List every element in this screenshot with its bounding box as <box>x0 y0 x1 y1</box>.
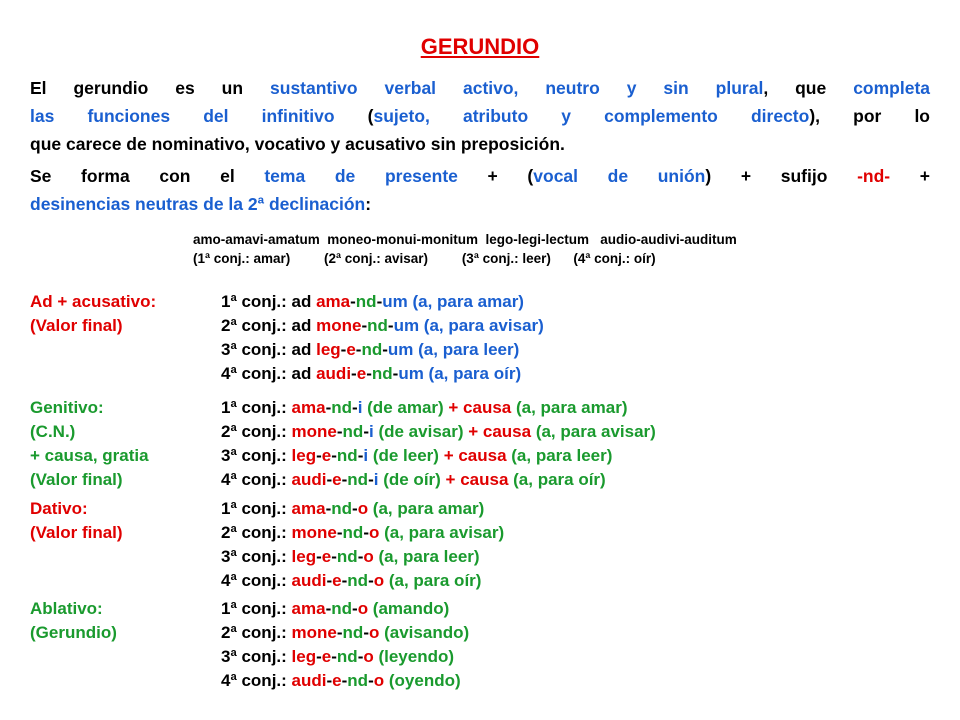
text-run: 1ª conj.: <box>221 398 292 417</box>
text-run: desinencias neutras de la 2ª declinación <box>30 194 366 214</box>
text-run: - <box>326 470 333 489</box>
text-run: las funciones del infinitivo <box>30 106 335 126</box>
text-run: (de leer) <box>368 446 444 465</box>
conjugation-form <box>221 362 521 386</box>
text-run: o <box>369 623 380 642</box>
text-run: (a, para amar) <box>407 292 524 311</box>
text-run: - <box>341 571 348 590</box>
text-run: + <box>890 166 930 186</box>
text-run: ama <box>291 499 326 518</box>
intro-line-1 <box>30 74 930 102</box>
text-run: i <box>363 446 369 465</box>
text-run: audi <box>316 364 352 383</box>
text-run: - <box>355 340 362 359</box>
text-run: ama <box>291 398 326 417</box>
text-run: - <box>357 647 364 666</box>
text-run: tema de presente <box>264 166 458 186</box>
text-run: - <box>325 599 332 618</box>
text-run: (a, para oír) <box>423 364 522 383</box>
text-run: sustantivo verbal activo, neutro y sin plural <box>270 78 764 98</box>
case-label: (C.N.) <box>30 422 76 441</box>
text-run: - <box>366 364 372 383</box>
text-run: - <box>341 671 348 690</box>
text-run: 4ª conj.: <box>221 671 292 690</box>
text-run: o <box>363 547 374 566</box>
text-run: o <box>357 599 369 618</box>
text-run: que carece de nominativo, vocativo y acusativo sin preposición. <box>30 134 565 154</box>
text-run: - <box>331 647 337 666</box>
text-run: o <box>357 499 369 518</box>
text-run: e <box>321 446 332 465</box>
text-run: Se forma con el <box>30 166 265 186</box>
formation-line-2 <box>30 190 930 218</box>
text-run: nd <box>371 364 393 383</box>
intro-line-2 <box>30 102 930 130</box>
text-run: - <box>350 292 356 311</box>
conjugation-form <box>221 669 461 693</box>
text-run: (a, para leer) <box>506 446 613 465</box>
text-run: - <box>352 398 358 417</box>
text-run: - <box>368 470 374 489</box>
text-run: leg <box>316 340 341 359</box>
text-run: - <box>363 523 369 542</box>
text-run: nd <box>331 499 353 518</box>
text-run: e <box>332 671 342 690</box>
case-label: (Gerundio) <box>30 623 117 642</box>
text-run: (de avisar) <box>373 422 469 441</box>
text-run: sujeto, atributo y complemento directo <box>373 106 810 126</box>
text-run: 2ª conj.: ad <box>221 316 317 335</box>
case-label: (Valor final) <box>30 523 123 542</box>
text-run: e <box>321 647 332 666</box>
case-label: Ablativo: <box>30 599 103 618</box>
case-label: Ad + acusativo: <box>30 292 157 311</box>
text-run: audi <box>291 571 327 590</box>
text-run: nd <box>331 599 353 618</box>
text-run: i <box>369 422 374 441</box>
conjugation-form <box>221 396 628 420</box>
text-run: nd <box>347 671 369 690</box>
text-run: mone <box>291 422 337 441</box>
text-run: (de amar) <box>362 398 449 417</box>
conjugation-form <box>221 314 544 338</box>
text-run: - <box>340 340 347 359</box>
text-run: (a, para oír) <box>508 470 606 489</box>
text-run: - <box>392 364 399 383</box>
text-run: 1ª conj.: <box>221 599 292 618</box>
text-run: nd <box>347 571 369 590</box>
text-run: nd <box>367 316 388 335</box>
case-label: + causa, gratia <box>30 446 149 465</box>
text-run: ama <box>291 599 326 618</box>
text-run: leg <box>291 446 317 465</box>
text-run: nd <box>361 340 383 359</box>
text-run: - <box>363 623 369 642</box>
conjugation-form <box>221 497 484 521</box>
conjugation-form <box>221 545 480 569</box>
text-run: 3ª conj.: <box>221 547 292 566</box>
text-run: e <box>356 364 367 383</box>
conjugation-form <box>221 569 481 593</box>
text-run: um <box>387 340 414 359</box>
text-run: e <box>332 470 342 489</box>
text-run: i <box>357 398 363 417</box>
conjugation-form <box>221 597 449 621</box>
text-run: i <box>373 470 379 489</box>
conjugation-form <box>221 621 469 645</box>
text-run: (a, para oír) <box>384 571 482 590</box>
text-run: nd <box>336 547 358 566</box>
text-run: 2ª conj.: <box>221 623 292 642</box>
text-run: (a, para avisar) <box>379 523 505 542</box>
text-run: mone <box>316 316 362 335</box>
text-run: - <box>316 647 322 666</box>
text-run: - <box>326 671 333 690</box>
text-run: e <box>321 547 332 566</box>
text-run: - <box>368 671 374 690</box>
text-run: - <box>368 571 374 590</box>
text-run: nd <box>347 470 369 489</box>
text-run: (a, para leer) <box>373 547 480 566</box>
text-run: (a, para avisar) <box>531 422 656 441</box>
text-run: audi <box>291 671 327 690</box>
text-run: 3ª conj.: ad <box>221 340 317 359</box>
text-run: (a, para leer) <box>413 340 520 359</box>
conjugation-form <box>221 444 612 468</box>
text-run: (leyendo) <box>373 647 455 666</box>
text-run: : <box>365 194 372 214</box>
text-run: ) + sufijo <box>705 166 858 186</box>
intro-paragraph <box>30 74 930 158</box>
text-run: - <box>336 422 343 441</box>
text-run: completa <box>853 78 931 98</box>
text-run: - <box>363 422 369 441</box>
text-run: + ( <box>457 166 534 186</box>
text-run: - <box>316 547 322 566</box>
text-run: , que <box>763 78 854 98</box>
text-run: - <box>331 547 337 566</box>
text-run: vocal de unión <box>533 166 706 186</box>
text-run: - <box>361 316 368 335</box>
formation-paragraph <box>30 162 930 218</box>
text-run: - <box>316 446 322 465</box>
text-run: (a, para amar) <box>368 499 485 518</box>
text-run: -nd- <box>857 166 891 186</box>
text-run: - <box>336 623 343 642</box>
text-run: nd <box>342 523 364 542</box>
text-run: um <box>393 316 420 335</box>
text-run: - <box>325 499 332 518</box>
case-label: Dativo: <box>30 499 88 518</box>
text-run: nd <box>355 292 377 311</box>
case-label: Genitivo: <box>30 398 104 417</box>
text-run: (a, para avisar) <box>419 316 544 335</box>
text-run: + causa <box>443 446 507 465</box>
text-run: - <box>376 292 383 311</box>
text-run: 1ª conj.: <box>221 499 292 518</box>
text-run: ), por lo <box>809 106 930 126</box>
text-run: nd <box>342 422 364 441</box>
text-run: - <box>382 340 388 359</box>
text-run: 1ª conj.: ad <box>221 292 317 311</box>
text-run: - <box>357 547 364 566</box>
text-run: ( <box>334 106 374 126</box>
text-run: El gerundio es un <box>30 78 271 98</box>
page-title: GERUNDIO <box>420 34 540 59</box>
text-run: o <box>369 523 380 542</box>
text-run: - <box>352 499 358 518</box>
text-run: - <box>352 599 358 618</box>
text-run: - <box>341 470 348 489</box>
text-run: nd <box>331 398 353 417</box>
conjugation-form <box>221 468 606 492</box>
text-run: - <box>336 523 343 542</box>
text-run: - <box>326 571 333 590</box>
text-run: leg <box>291 647 317 666</box>
conjugation-form <box>221 290 524 314</box>
text-run: (de oír) <box>378 470 446 489</box>
paradigm-verbs: amo-amavi-amatum moneo-monui-monitum lego-legi-lectum audio-audivi-auditum <box>193 232 737 247</box>
text-run: + causa <box>468 422 532 441</box>
text-run: (oyendo) <box>384 671 461 690</box>
text-run: 2ª conj.: <box>221 523 292 542</box>
text-run: - <box>331 446 337 465</box>
text-run: - <box>357 446 364 465</box>
text-run: - <box>325 398 332 417</box>
conjugation-form <box>221 521 504 545</box>
text-run: nd <box>336 446 358 465</box>
intro-line-3 <box>30 130 930 158</box>
case-label: (Valor final) <box>30 470 123 489</box>
text-run: + causa <box>445 470 509 489</box>
text-run: um <box>382 292 408 311</box>
conjugation-form <box>221 645 454 669</box>
text-run: 3ª conj.: <box>221 647 292 666</box>
text-run: mone <box>291 623 337 642</box>
text-run: o <box>373 671 385 690</box>
text-run: - <box>387 316 394 335</box>
text-run: - <box>351 364 357 383</box>
text-run: ama <box>316 292 351 311</box>
text-run: (a, para amar) <box>511 398 628 417</box>
text-run: + causa <box>448 398 512 417</box>
text-run: e <box>332 571 342 590</box>
text-run: (avisando) <box>379 623 470 642</box>
text-run: mone <box>291 523 337 542</box>
conjugation-form <box>221 338 519 362</box>
conjugation-form <box>221 420 656 444</box>
text-run: 4ª conj.: <box>221 571 292 590</box>
text-run: e <box>346 340 356 359</box>
text-run: um <box>398 364 424 383</box>
text-run: 3ª conj.: <box>221 446 292 465</box>
text-run: o <box>363 647 374 666</box>
text-run: nd <box>342 623 364 642</box>
text-run: o <box>373 571 385 590</box>
text-run: 4ª conj.: <box>221 470 292 489</box>
text-run: 2ª conj.: <box>221 422 292 441</box>
text-run: leg <box>291 547 317 566</box>
paradigm-meanings: (1ª conj.: amar) (2ª conj.: avisar) (3ª conj.: leer) (4ª conj.: oír) <box>193 251 656 266</box>
text-run: (amando) <box>368 599 450 618</box>
case-label: (Valor final) <box>30 316 123 335</box>
text-run: 4ª conj.: ad <box>221 364 317 383</box>
text-run: nd <box>336 647 358 666</box>
text-run: audi <box>291 470 327 489</box>
formation-line-1 <box>30 162 930 190</box>
